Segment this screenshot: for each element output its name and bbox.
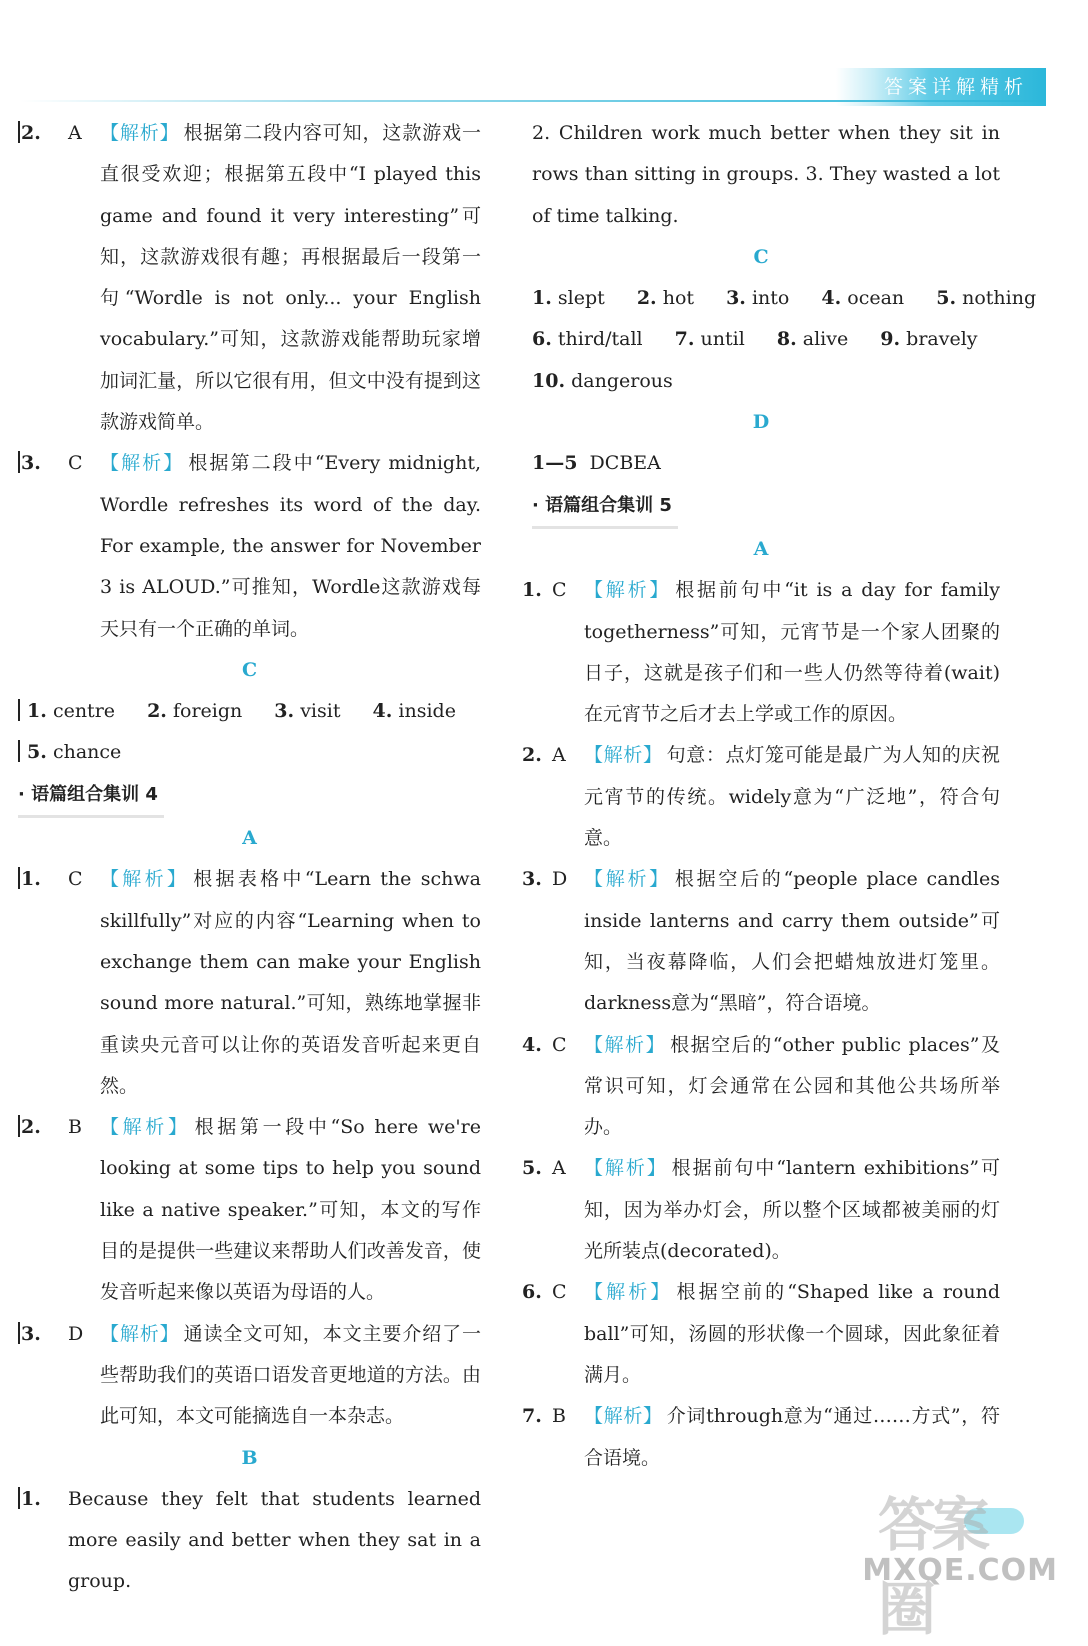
item-number: 2.	[18, 1107, 68, 1313]
blanks-row	[522, 278, 1037, 319]
left-column	[18, 113, 481, 1603]
answer-item	[18, 113, 481, 443]
answer-item	[18, 443, 481, 649]
right-column	[522, 113, 1037, 1479]
item-number: 2.	[522, 744, 542, 767]
item-explanation: 【解析】 根据第一段中“So here we're looking at some tips to help you sound like a native speaker.”可知，本文的写作目的是提供一些建议来帮助人们改善发音，使发音听起来像以英语为母语的人。	[100, 1116, 481, 1304]
item-explanation: 【解析】 句意：点灯笼可能是最广为人知的庆祝元宵节的传统。widely意为“广泛地”，符合句意。	[584, 744, 1000, 850]
answer-item	[18, 859, 481, 1107]
item-number: 7.	[522, 1405, 542, 1428]
item-explanation: 【解析】 根据前句中“lantern exhibitions”可知，因为举办灯会，所以整个区域都被美丽的灯光所装点(decorated)。	[584, 1157, 1000, 1263]
item-number: 6.	[522, 1281, 542, 1304]
item-number: 3.	[18, 443, 68, 649]
item-number: 3.	[18, 1314, 68, 1438]
blank-answer: 10. dangerous	[532, 369, 673, 392]
analysis-tag: 【解析】	[584, 1405, 663, 1428]
item-answer: D	[552, 868, 568, 891]
analysis-tag: 【解析】	[584, 868, 671, 891]
answer-item	[522, 570, 1000, 735]
section-letter: C	[241, 658, 258, 681]
blank-answer: 5. chance	[27, 741, 122, 764]
blank-answer: 3. visit	[274, 700, 341, 723]
blanks-row	[522, 361, 1000, 402]
analysis-tag: 【解析】	[100, 1116, 191, 1139]
item-number: 2.	[18, 113, 68, 443]
blank-answer: 1. centre	[27, 700, 116, 723]
item-explanation: 【解析】 根据空后的“people place candles inside lanterns and carry them outside”可知，当夜幕降临，人们会把蜡烛放进灯笼里。darkness意为“黑暗”，符合语境。	[584, 868, 1000, 1015]
blank-answer: 7. until	[674, 328, 745, 351]
item-number: 1.	[522, 579, 542, 602]
item-explanation: 【解析】 根据第二段内容可知，这款游戏一直很受欢迎；根据第五段中“I played this game and found it very interesting”可知，这款游戏很有趣；再根据最后一段第一句“Wordle is not only... your English vocabulary.”可知，这款游戏能帮助玩家增加词汇量，所以它很有用，但文中没有提到这款游戏简单。	[100, 122, 481, 434]
section-letter: A	[242, 827, 257, 850]
item-answer: A	[552, 1157, 566, 1180]
item-explanation: 【解析】 根据空后的“other public places”及常识可知，灯会通常在公园和其他公共场所举办。	[584, 1033, 1000, 1139]
answer-item	[522, 1396, 1000, 1479]
item-answer: C	[552, 1033, 567, 1056]
watermark-main: 答案圈	[878, 1491, 987, 1643]
header-title: 答案详解精析	[883, 76, 1028, 98]
blanks-row	[522, 319, 1000, 360]
blank-answer: 4. ocean	[821, 287, 905, 310]
item-answer-text: Because they felt that students learned more easily and better when they sat in a group.	[68, 1487, 481, 1593]
range-answer: 1—5 DCBEA	[532, 452, 661, 475]
answer-item	[522, 1025, 1000, 1149]
item-answer: A	[552, 744, 566, 767]
answer-item	[18, 1479, 481, 1603]
blanks-row	[18, 732, 481, 773]
item-answer: C	[552, 1281, 567, 1304]
blank-answer: 8. alive	[776, 328, 849, 351]
item-answer: A	[68, 122, 82, 144]
item-answer: B	[68, 1116, 82, 1139]
blank-answer: 5. nothing	[936, 287, 1037, 310]
section-letter: B	[241, 1446, 258, 1469]
item-answer: D	[68, 1322, 84, 1345]
blanks-row	[18, 691, 481, 732]
blank-answer: 2. foreign	[147, 700, 243, 723]
item-explanation: 【解析】 根据表格中“Learn the schwa skillfully”对应的内容“Learning when to exchange them can make your English sound more natural.”可知，熟练地掌握非重读央元音可以让你的英语发音听起来更自然。	[100, 868, 481, 1097]
item-explanation: 【解析】 根据第二段中“Every midnight, Wordle refreshes its word of the day. For example, the answer for November 3 is ALOUD.”可推知，Wordle这款游戏每天只有一个正确的单词。	[100, 452, 481, 640]
answer-item	[18, 1314, 481, 1438]
item-answer: B	[552, 1405, 566, 1428]
blank-answer: 4. inside	[372, 700, 456, 723]
answer-text: 2. Children work much better when they sit in rows than sitting in groups. 3. They wasted a lot of time talking.	[532, 122, 1000, 227]
item-answer: C	[68, 452, 83, 475]
answer-item	[522, 1148, 1000, 1272]
item-explanation: 【解析】 根据前句中“it is a day for family togetherness”可知，元宵节是一个家人团聚的日子，这就是孩子们和一些人仍然等待着(wait)在元宵节之后才去上学或工作的原因。	[584, 579, 1000, 726]
item-number: 1.	[18, 859, 68, 1107]
blank-answer: 3. into	[726, 287, 790, 310]
item-explanation: 【解析】 介词through意为“通过……方式”，符合语境。	[584, 1405, 1000, 1469]
answer-item	[522, 859, 1000, 1024]
section-letter: A	[753, 537, 769, 560]
analysis-tag: 【解析】	[100, 452, 185, 475]
watermark-sub: MXQE.COM	[862, 1553, 1058, 1588]
item-explanation: 【解析】 根据空前的“Shaped like a round ball”可知，汤圆的形状像一个圆球，因此象征着满月。	[584, 1281, 1000, 1386]
analysis-tag: 【解析】	[584, 1033, 667, 1056]
item-explanation: 【解析】 通读全文可知，本文主要介绍了一些帮助我们的英语口语发音更地道的方法。由此可知，本文可能摘选自一本杂志。	[100, 1322, 481, 1428]
blank-answer: 2. hot	[636, 287, 695, 310]
blank-answer: 9. bravely	[880, 328, 978, 351]
analysis-tag: 【解析】	[584, 1157, 668, 1180]
answer-item	[522, 735, 1000, 859]
watermark-logo	[862, 1478, 1058, 1643]
analysis-tag: 【解析】	[100, 868, 190, 891]
item-number: 5.	[522, 1157, 542, 1180]
item-answer: C	[68, 868, 83, 891]
answer-item	[522, 1272, 1000, 1396]
section-letter: D	[752, 411, 770, 434]
section-title: · 语篇组合集训 5	[522, 485, 1000, 529]
section-letter: C	[753, 245, 769, 268]
section-title: · 语篇组合集训 4	[18, 774, 481, 818]
item-answer: C	[552, 579, 567, 602]
item-number: 1.	[18, 1479, 68, 1603]
analysis-tag: 【解析】	[100, 1322, 180, 1345]
header-rule	[20, 100, 1046, 102]
item-number: 3.	[522, 868, 542, 891]
analysis-tag: 【解析】	[584, 579, 672, 602]
analysis-tag: 【解析】	[584, 744, 663, 767]
analysis-tag: 【解析】	[100, 122, 180, 144]
answer-item	[18, 1107, 481, 1313]
analysis-tag: 【解析】	[584, 1281, 673, 1304]
blank-answer: 6. third/tall	[532, 328, 643, 351]
blanks-row	[522, 443, 1000, 484]
blank-answer: 1. slept	[532, 287, 605, 310]
item-number: 4.	[522, 1033, 542, 1056]
